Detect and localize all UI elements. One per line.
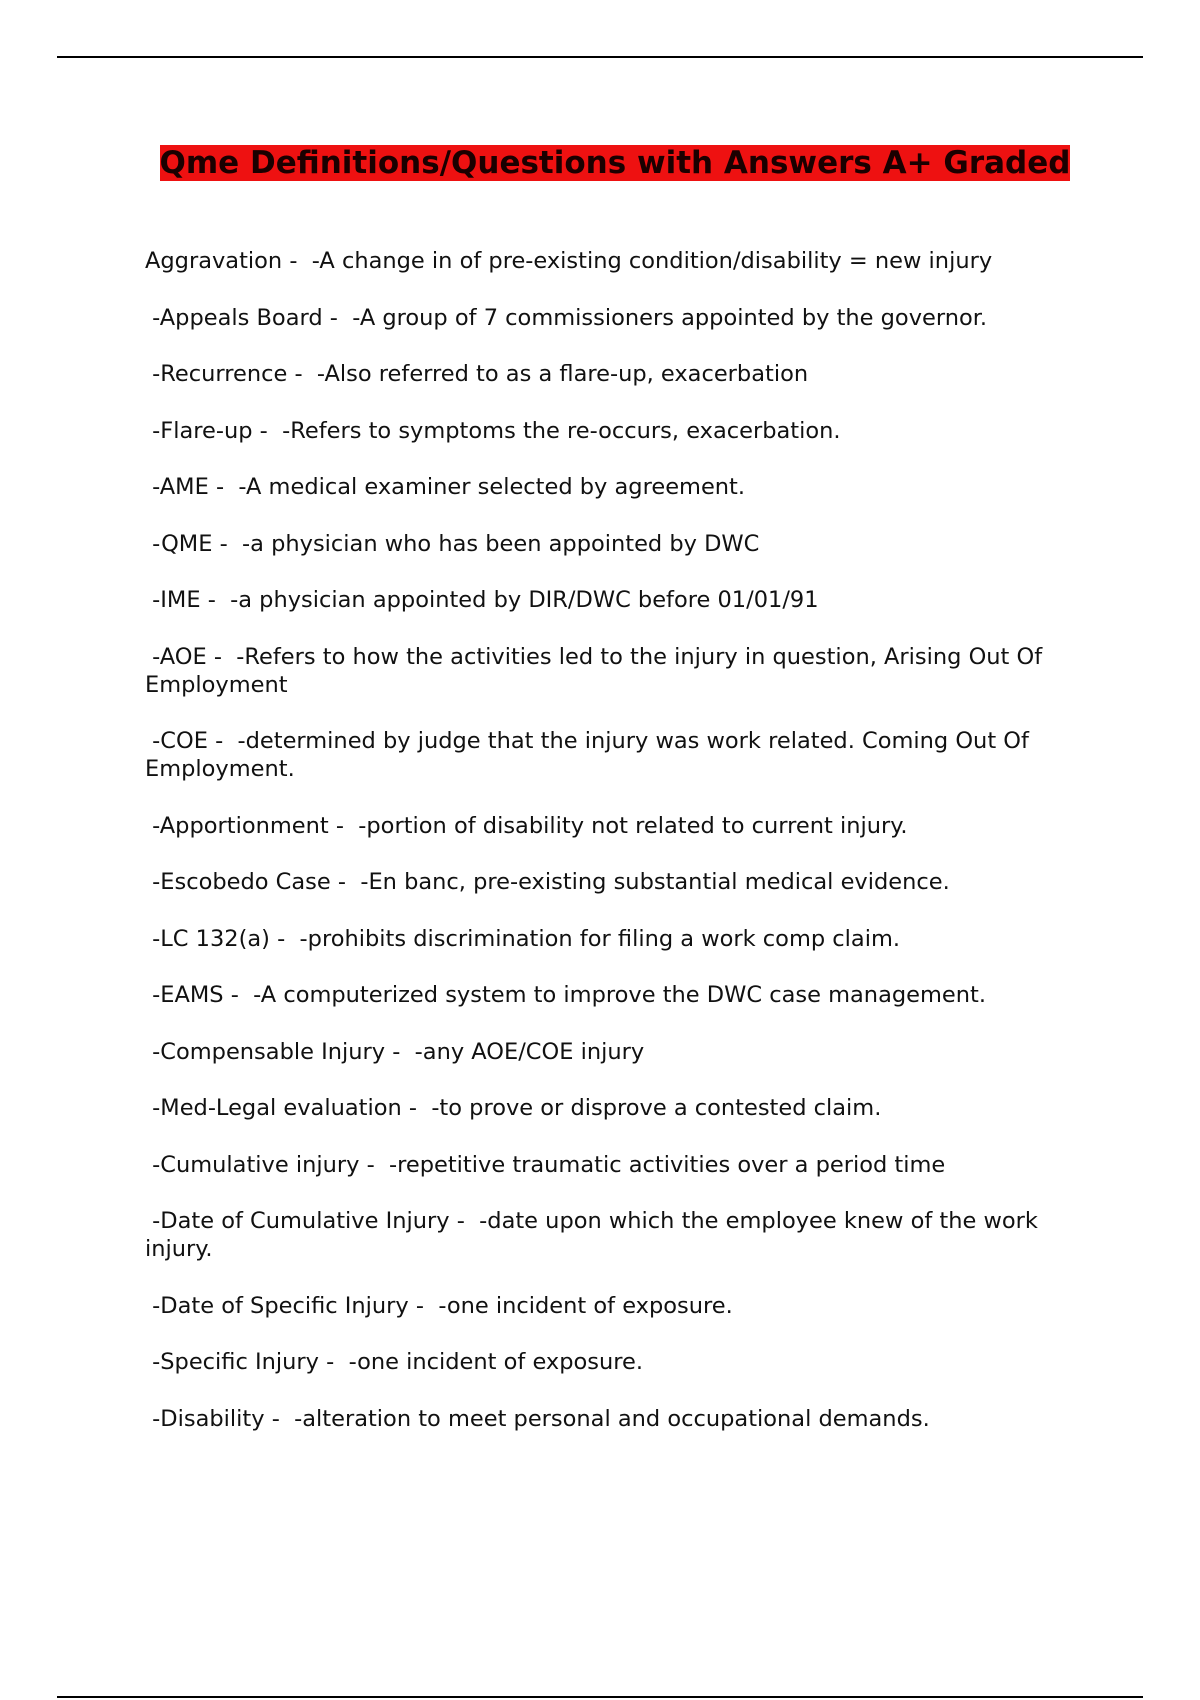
entry-term: -Flare-up [145,417,253,444]
entry-term: -Compensable Injury [145,1038,386,1065]
entry-term: -Cumulative injury [145,1151,360,1178]
top-rule [57,56,1143,58]
definition-entry [145,530,1090,558]
definition-entry [145,925,1090,953]
entry-term: -Escobedo Case [145,869,331,895]
entry-separator: - [208,474,239,500]
entry-separator: - [318,1349,349,1375]
definition-entry [145,360,1090,388]
definition-entry [145,1207,1090,1263]
entry-term: -Appeals Board [145,304,323,331]
entry-separator: - [223,982,254,1008]
definition-entry [145,247,1090,275]
entry-definition: -determined by judge that the injury was work related. Coming Out Of Employment. [145,728,1037,782]
entry-definition: -portion of disability not related to current injury. [358,812,908,839]
entry-term: -COE [145,728,208,754]
definition-entry [145,586,1090,614]
definitions-list [145,247,1090,1461]
entry-separator: - [282,248,312,274]
definition-entry [145,473,1090,501]
entry-separator: - [207,728,238,754]
entry-term: -Apportionment [145,812,329,839]
entry-term: -Recurrence [145,361,288,387]
entry-separator: - [269,925,300,952]
entry-separator: - [252,417,283,444]
entry-term: -IME [145,587,201,613]
definition-entry [145,1038,1090,1066]
entry-definition: -A change in of pre-existing condition/disability = new injury [311,248,993,274]
entry-definition: -A medical examiner selected by agreement. [238,474,746,500]
document-title-block [150,144,1080,183]
entry-definition: -one incident of exposure. [438,1292,733,1319]
definition-entry [145,1151,1090,1179]
entry-definition: -Refers to how the activities led to the injury in question, Arising Out Of Employment [145,643,1050,698]
entry-term: -Med-Legal evaluation [145,1095,402,1121]
entry-separator: - [359,1151,390,1178]
entry-term: -Specific Injury [145,1349,319,1375]
entry-separator: - [328,812,359,839]
entry-definition: -Refers to symptoms the re-occurs, exacerbation. [282,417,841,444]
definition-entry [145,727,1090,783]
definition-entry [145,1405,1090,1433]
entry-term: -Date of Specific Injury [145,1292,409,1319]
entry-separator: - [212,530,243,557]
entry-definition: -a physician appointed by DIR/DWC before 01/01/91 [230,587,819,613]
entry-definition: -prohibits discrimination for filing a work comp claim. [299,925,901,952]
entry-definition: -En banc, pre-existing substantial medical evidence. [360,869,950,895]
entry-separator: - [385,1038,415,1065]
entry-separator: - [322,304,353,331]
entry-term: -Disability [145,1405,265,1432]
entry-definition: -one incident of exposure. [348,1349,643,1375]
entry-definition: -date upon which the employee knew of the work injury. [145,1208,1046,1262]
bottom-rule [57,1696,1143,1698]
entry-term: -EAMS [145,982,224,1008]
entry-separator: - [330,869,361,895]
entry-separator: - [206,643,237,670]
definition-entry [145,1348,1090,1376]
entry-definition: -to prove or disprove a contested claim. [431,1095,882,1121]
entry-definition: -Also referred to as a flare-up, exacerbation [316,361,809,387]
entry-separator: - [200,587,231,613]
definition-entry [145,981,1090,1009]
entry-separator: - [401,1095,432,1121]
entry-term: -Date of Cumulative Injury [145,1208,450,1234]
entry-definition: -any AOE/COE injury [414,1038,645,1065]
entry-separator: - [264,1405,295,1432]
definition-entry [145,1094,1090,1122]
definition-entry [145,1292,1090,1320]
entry-definition: -a physician who has been appointed by DWC [242,530,760,557]
definition-entry [145,868,1090,896]
entry-definition: -A group of 7 commissioners appointed by the governor. [352,304,988,331]
entry-separator: - [408,1292,439,1319]
document-title: Qme Definitions/Questions with Answers A+ Graded [159,145,1071,181]
entry-term: Aggravation [145,248,283,274]
entry-definition: -A computerized system to improve the DWC case management. [253,982,986,1008]
entry-term: -LC 132(a) [145,925,270,952]
definition-entry [145,417,1090,445]
entry-separator: - [449,1208,480,1234]
definition-entry [145,643,1090,699]
entry-definition: -repetitive traumatic activities over a period time [389,1151,946,1178]
entry-term: -AOE [145,643,207,670]
entry-separator: - [287,361,317,387]
definition-entry [145,812,1090,840]
definition-entry [145,304,1090,332]
entry-definition: -alteration to meet personal and occupational demands. [294,1405,930,1432]
entry-term: -AME [145,474,209,500]
entry-term: -QME [145,530,213,557]
